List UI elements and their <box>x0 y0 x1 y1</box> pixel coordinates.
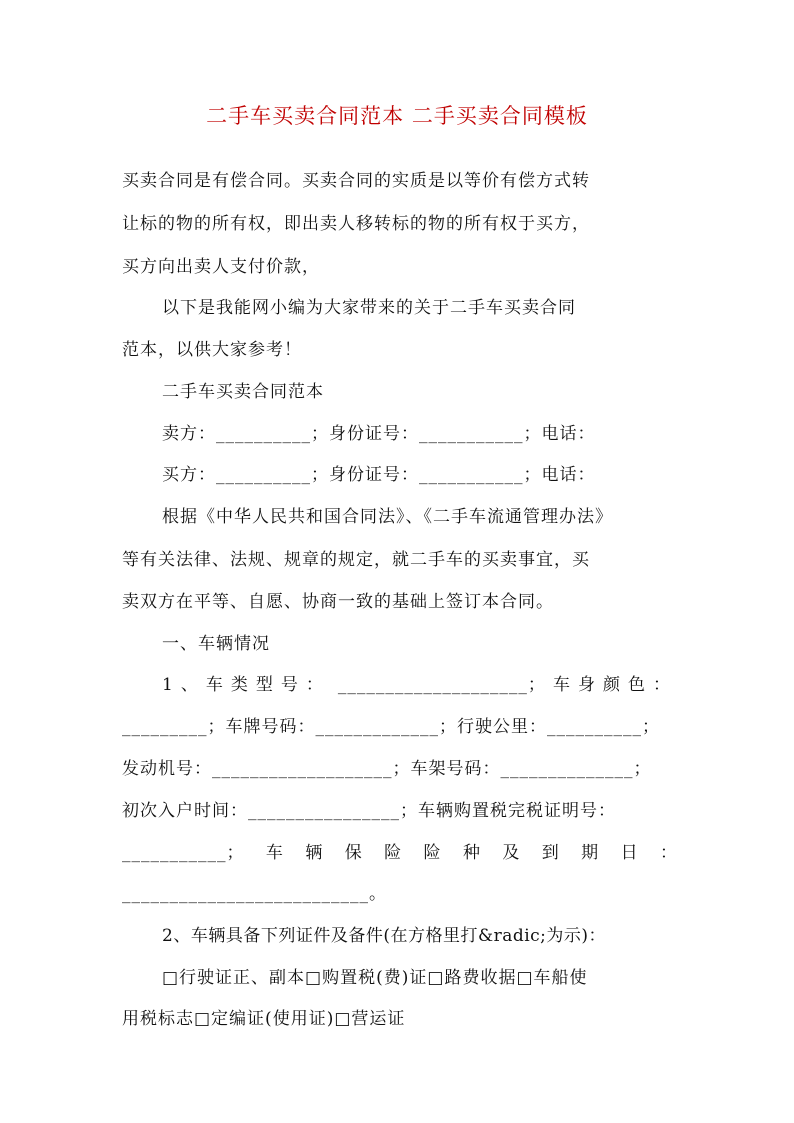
insurance-label-char: 车 <box>265 843 284 863</box>
buyer-line: 买方：__________；身份证号：___________；电话： <box>162 465 596 485</box>
insurance-label-char: ： <box>659 843 678 863</box>
vehicle-line-5 <box>122 838 678 863</box>
section-2-line-3: 用税标志□定编证(使用证)□营运证 <box>122 1009 406 1029</box>
insurance-label-char: 及 <box>502 843 521 863</box>
insurance-label-char: 辆 <box>305 843 324 863</box>
insurance-label-char: 到 <box>541 843 560 863</box>
section-1-heading: 一、车辆情况 <box>162 634 270 654</box>
vehicle-model-blank: ____________________； <box>337 675 546 695</box>
insurance-label-char: 险 <box>384 843 403 863</box>
vehicle-line-1 <box>162 670 678 695</box>
insurance-label-char: 保 <box>344 843 363 863</box>
intro-line-2: 让标的物的所有权，即出卖人移转标的物的所有权于买方， <box>122 214 590 234</box>
insurance-label-char: 种 <box>462 843 481 863</box>
vehicle-line-4: 初次入户时间：________________；车辆购置税完税证明号： <box>122 801 616 821</box>
vehicle-model-label: 1、车类型号： <box>162 675 331 695</box>
editor-note-line-1: 以下是我能网小编为大家带来的关于二手车买卖合同 <box>162 298 576 318</box>
basis-line-3: 卖双方在平等、自愿、协商一致的基础上签订本合同。 <box>122 592 554 612</box>
vehicle-color-label: 车身颜色： <box>552 675 678 695</box>
insurance-label-char: 险 <box>423 843 442 863</box>
basis-line-2: 等有关法律、法规、规章的规定，就二手车的买卖事宜，买 <box>122 550 590 570</box>
vehicle-line-6: __________________________。 <box>122 884 387 904</box>
page-title: 二手车买卖合同范本 二手买卖合同模板 <box>206 104 588 128</box>
basis-line-1: 根据《中华人民共和国合同法》、《二手车流通管理办法》 <box>162 507 613 527</box>
vehicle-line-2: _________；车牌号码：_____________；行驶公里：__________； <box>122 717 660 737</box>
insurance-blank: ___________； <box>122 843 245 863</box>
intro-line-1: 买卖合同是有偿合同。买卖合同的实质是以等价有偿方式转 <box>122 171 590 191</box>
section-2-line-2: □行驶证正、副本□购置税(费)证□路费收据□车船使 <box>162 968 588 988</box>
section-2-heading: 2、车辆具备下列证件及备件(在方格里打&radic;为示)： <box>162 926 607 946</box>
vehicle-line-3: 发动机号：___________________；车架号码：______________； <box>122 759 652 779</box>
intro-line-3: 买方向出卖人支付价款， <box>122 257 320 277</box>
seller-line: 卖方：__________；身份证号：___________；电话： <box>162 424 596 444</box>
insurance-label-char: 日 <box>620 843 639 863</box>
insurance-label-char: 期 <box>581 843 600 863</box>
editor-note-line-2: 范本，以供大家参考！ <box>122 340 302 360</box>
contract-title: 二手车买卖合同范本 <box>162 382 324 402</box>
